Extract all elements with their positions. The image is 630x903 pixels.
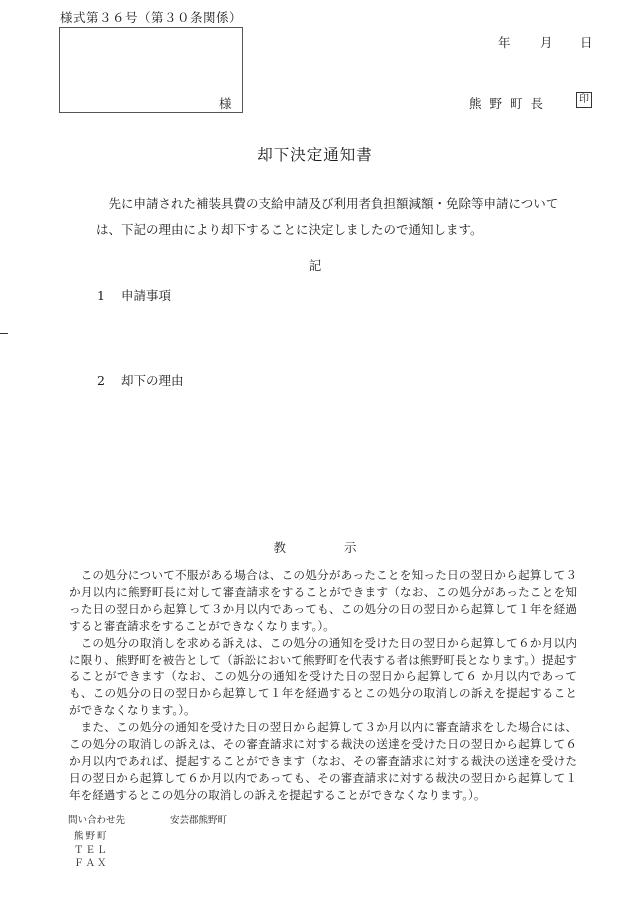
date-day: 日 [580, 35, 593, 50]
item-label: 申請事項 [121, 288, 172, 303]
date-year: 年 [498, 35, 511, 50]
date-month: 月 [540, 35, 553, 50]
item-label: 却下の理由 [121, 373, 184, 388]
contact-fax: ＦＡＸ [74, 858, 109, 869]
contact-address: 安芸郡熊野町 [170, 815, 228, 826]
instruction-heading-char-2: 示 [344, 540, 357, 555]
item-number: 1 [97, 288, 105, 303]
item-application [97, 286, 171, 304]
item-number: 2 [97, 373, 105, 388]
ki-heading: 記 [308, 258, 322, 273]
instruction-paragraph: また、この処分の通知を受けた日の翌日から起算して３か月以内に審査請求をした場合には、この処分の取消しの訴えは、その審査請求に対する裁決の送達を受けた日の翌日から起算して６か月以内であれば、提起することができます（なお、その審査請求に対する裁決の送達を受けた日の翌日から起算して６か月以内であっても、その審査請求に対する裁決の翌日から起算して１年を経過するとこの処分の取消しの訴えを提起することができなくなります。）。 [69, 720, 577, 802]
contact-label: 問い合わせ先 [68, 815, 126, 826]
contact-tel: ＴＥＬ [74, 844, 109, 856]
seal-mark: 印 [576, 92, 592, 108]
instruction-heading [0, 538, 630, 556]
issuer-name: 熊野町長 [469, 96, 552, 111]
addressee-honorific: 様 [219, 96, 232, 111]
item-rejection-reason [97, 371, 184, 389]
intro-paragraph: 先に申請された補装具費の支給申請及び利用者負担額減額・免除等申請については、下記の理由により却下することに決定しましたので通知します。 [96, 196, 559, 237]
contact-lines [74, 830, 109, 871]
form-number: 様式第３６号（第３０条関係） [60, 10, 243, 25]
contact-office: 熊野町 [74, 831, 109, 842]
instruction-heading-char-1: 教 [273, 540, 286, 555]
fold-mark [0, 333, 8, 334]
instruction-paragraph: この処分について不服がある場合は、この処分があったことを知った日の翌日から起算して３か月以内に熊野町長に対して審査請求をすることができます（なお、この処分があったことを知った日の翌日から起算して３か月以内であっても、この処分の日の翌日から起算して１年を経過すると審査請求をすることができなくなります。）。 [69, 568, 577, 633]
addressee-box [59, 27, 243, 113]
instruction-body [69, 567, 577, 804]
instruction-paragraph: この処分の取消しを求める訴えは、この処分の通知を受けた日の翌日から起算して６か月以内に限り、熊野町を被告として（訴訟において熊野町を代表する者は熊野町長となります。）提起することができます（なお、この処分の通知を受けた日の翌日から起算して６ か月以内であっても、この処分の日の翌日から起算して１年を経過するとこの処分の取消しの訴えを提起することができなくなります。）。 [69, 635, 577, 718]
document-title: 却下決定通知書 [257, 146, 373, 164]
